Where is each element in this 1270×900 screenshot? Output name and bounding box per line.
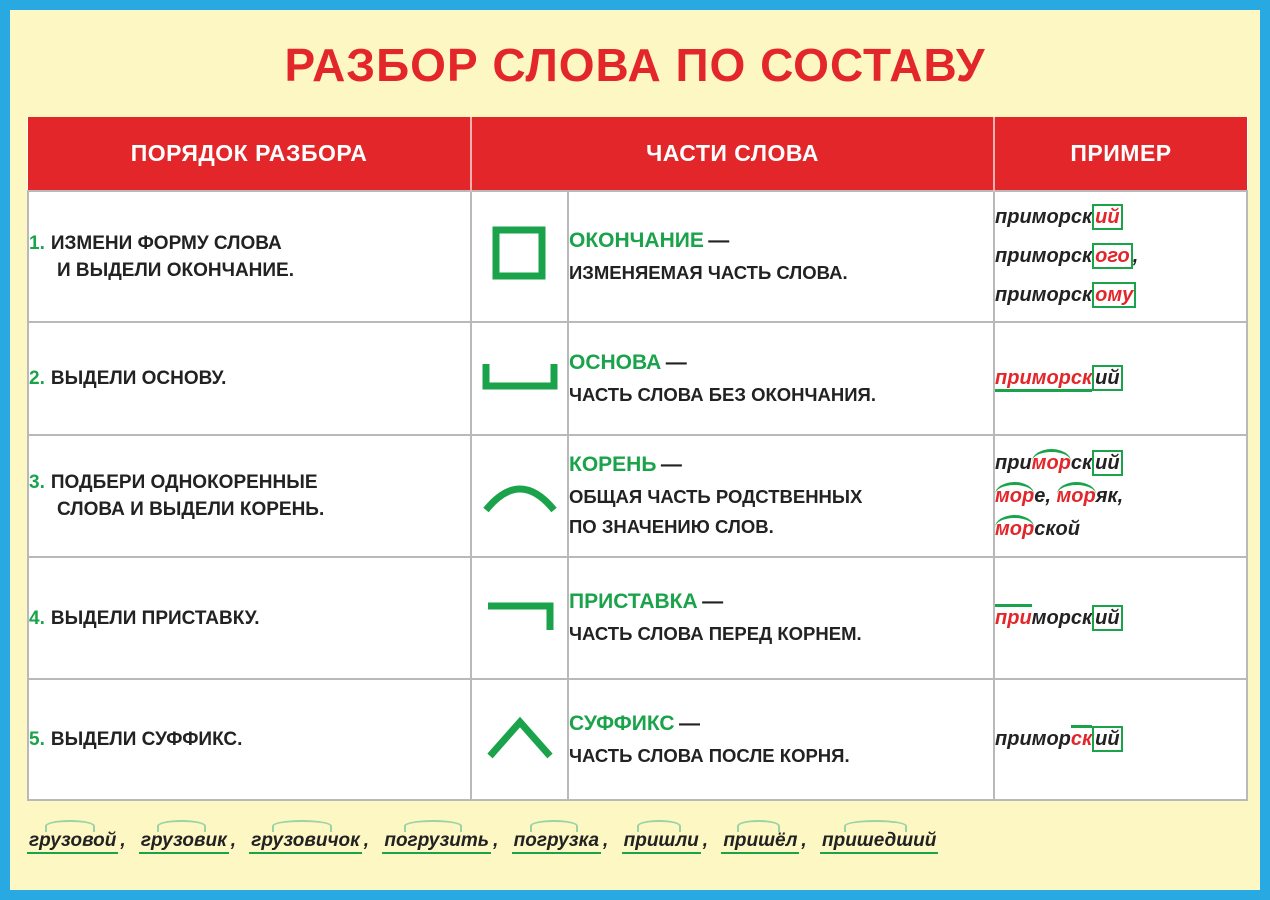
example-cell [994, 322, 1247, 435]
poster [10, 10, 1260, 890]
footer-separator: , [603, 830, 609, 851]
example-cell [994, 191, 1247, 322]
term-description-line2: ПО ЗНАЧЕНИЮ СЛОВ. [569, 516, 774, 537]
example-stem: приморск [995, 367, 1092, 392]
table-row [28, 322, 1247, 435]
step-cell [28, 557, 471, 679]
example-prefix: при [995, 451, 1032, 474]
example-stem: приморск [995, 245, 1093, 267]
term-dash: — [708, 228, 730, 252]
example-root: мор [1032, 449, 1071, 474]
step-text: ПОДБЕРИ ОДНОКОРЕННЫЕ [50, 472, 318, 493]
stem-symbol-icon [480, 356, 560, 396]
example-word [995, 480, 1246, 513]
step-cell [28, 435, 471, 557]
step-text-line2: СЛОВА И ВЫДЕЛИ КОРЕНЬ. [57, 499, 325, 520]
step-cell [28, 322, 471, 435]
footer-separator: , [230, 830, 236, 851]
term-dash: — [665, 350, 687, 374]
table-row [28, 557, 1247, 679]
example-rest: морск [1031, 606, 1093, 629]
example-stem: приморск [995, 284, 1093, 306]
term-description: ОБЩАЯ ЧАСТЬ РОДСТВЕННЫХ [569, 486, 863, 507]
example-ending: ий [1092, 605, 1122, 631]
term-label: СУФФИКС [569, 711, 675, 735]
example-cell [994, 557, 1247, 679]
step-number: 3. [29, 472, 45, 493]
word-analysis-table [27, 117, 1248, 801]
table-row [28, 435, 1247, 557]
footer-word: грузовик [139, 830, 229, 854]
definition-cell [568, 435, 994, 557]
example-root: мор [1057, 482, 1096, 507]
example-rest: ской [1034, 517, 1080, 540]
table-row [28, 191, 1247, 322]
ending-symbol-icon [490, 224, 550, 284]
footer-separator: , [120, 830, 126, 851]
definition-cell [568, 322, 994, 435]
example-stem: приморск [995, 206, 1093, 228]
symbol-cell [471, 191, 568, 322]
prefix-symbol-icon [480, 596, 560, 636]
example-cell [994, 679, 1247, 800]
step-text: ВЫДЕЛИ ОСНОВУ. [50, 368, 227, 389]
example-root: мор [995, 515, 1034, 540]
term-description: ЧАСТЬ СЛОВА БЕЗ ОКОНЧАНИЯ. [569, 383, 876, 405]
example-ending: ий [1092, 204, 1122, 230]
step-cell [28, 191, 471, 322]
header-parts: ЧАСТИ СЛОВА [471, 117, 994, 191]
step-cell [28, 679, 471, 800]
example-suffix: ск [1071, 725, 1092, 750]
suffix-symbol-icon [480, 712, 560, 762]
definition-cell [568, 679, 994, 800]
example-word [995, 237, 1246, 276]
symbol-cell [471, 557, 568, 679]
example-ending: ий [1092, 450, 1122, 476]
footer-separator: , [702, 830, 709, 851]
footer-word-list [27, 830, 1257, 880]
example-ending: ий [1092, 365, 1122, 391]
step-text: ВЫДЕЛИ ПРИСТАВКУ. [50, 607, 260, 629]
step-number: 1. [29, 232, 45, 254]
footer-separator: , [801, 830, 807, 851]
page-title: РАЗБОР СЛОВА ПО СОСТАВУ [284, 39, 986, 91]
example-word [995, 513, 1246, 546]
step-text-line2: И ВЫДЕЛИ ОКОНЧАНИЕ. [57, 259, 295, 281]
term-label: ОКОНЧАНИЕ [569, 228, 704, 252]
example-ending: ий [1092, 726, 1122, 752]
footer-separator: , [363, 830, 370, 851]
example-root: мор [995, 482, 1034, 507]
footer-separator: , [493, 830, 499, 851]
example-ending: ого [1092, 243, 1133, 269]
example-rest: як, [1095, 484, 1124, 507]
term-label: ПРИСТАВКА [569, 590, 698, 613]
header-example: ПРИМЕР [994, 117, 1247, 191]
root-symbol-icon [480, 474, 560, 514]
footer-word: пришли [622, 830, 701, 854]
example-word [995, 447, 1246, 480]
term-dash: — [678, 711, 700, 735]
footer-word: грузовой [27, 830, 118, 854]
term-description: ИЗМЕНЯЕМАЯ ЧАСТЬ СЛОВА. [569, 261, 848, 283]
term-dash: — [702, 590, 724, 613]
example-word [995, 198, 1246, 237]
symbol-cell [471, 679, 568, 800]
example-cell [994, 435, 1247, 557]
header-order: ПОРЯДОК РАЗБОРА [28, 117, 471, 191]
definition-cell [568, 557, 994, 679]
footer-word: погрузить [382, 830, 491, 854]
table-header-row [28, 117, 1247, 191]
step-number: 5. [29, 729, 45, 750]
step-number: 4. [29, 607, 45, 629]
example-rest: е, [1034, 484, 1051, 507]
term-dash: — [660, 453, 682, 476]
footer-word: грузовичок [249, 830, 362, 854]
term-label: ОСНОВА [569, 350, 662, 374]
step-number: 2. [29, 368, 45, 389]
example-prefix: при [995, 604, 1032, 629]
step-text: ИЗМЕНИ ФОРМУ СЛОВА [50, 232, 282, 254]
footer-word: пришёл [721, 830, 799, 854]
term-description: ЧАСТЬ СЛОВА ПЕРЕД КОРНЕМ. [569, 623, 862, 644]
symbol-cell [471, 435, 568, 557]
step-text: ВЫДЕЛИ СУФФИКС. [50, 729, 243, 750]
footer-word: пришедший [820, 830, 938, 854]
example-comma: , [1132, 245, 1139, 267]
term-label: КОРЕНЬ [569, 453, 657, 476]
footer-word: погрузка [512, 830, 601, 854]
example-word [995, 276, 1246, 315]
table-row [28, 679, 1247, 800]
definition-cell [568, 191, 994, 322]
term-description: ЧАСТЬ СЛОВА ПОСЛЕ КОРНЯ. [569, 744, 850, 766]
example-ending: ому [1092, 282, 1136, 308]
example-suffix: ск [1070, 451, 1093, 474]
example-start: примор [995, 728, 1071, 750]
symbol-cell [471, 322, 568, 435]
